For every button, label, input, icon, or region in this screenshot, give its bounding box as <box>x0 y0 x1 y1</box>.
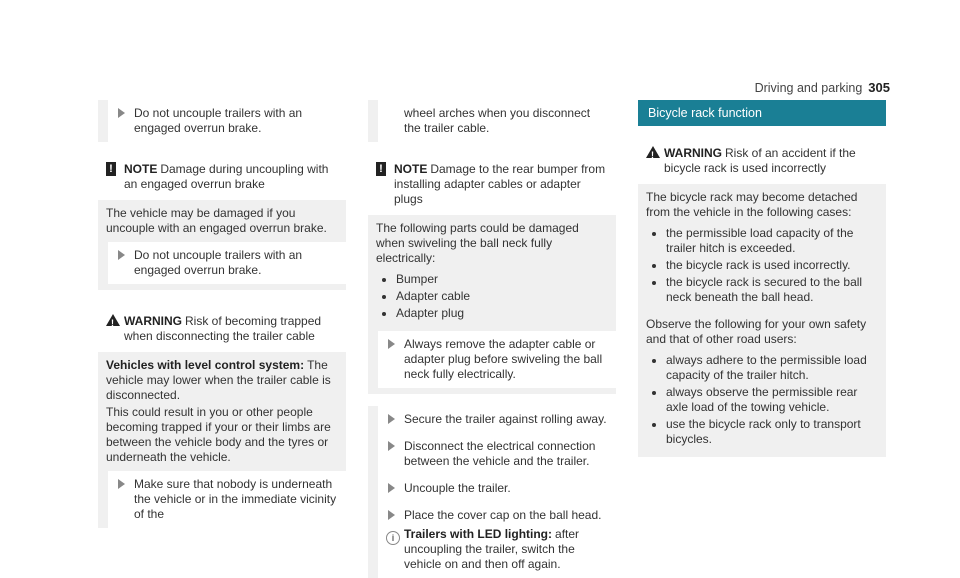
arrow-icon <box>388 414 395 424</box>
warning-header: ! WARNING Risk of an accident if the bicycle rack is used incorrectly <box>638 138 886 184</box>
warning-keyword: WARNING <box>664 146 722 160</box>
list-item: • Adapter plug <box>396 306 608 321</box>
instruction-step: Do not uncouple trailers with an engaged overrun brake. <box>108 100 346 142</box>
section-title: Driving and parking <box>754 81 863 95</box>
cases-list <box>638 226 886 311</box>
instruction-step: Always remove the adapter cable or adapter plug before swiveling the ball neck fully electrically. <box>378 331 616 388</box>
page-header <box>755 80 890 95</box>
warning-body: Vehicles with level control system: The vehicle may lower when the trailer cable is disconnected. <box>106 358 331 402</box>
column-3 <box>638 100 886 457</box>
warning-triangle-icon: ! <box>646 146 660 158</box>
column-1 <box>98 100 346 528</box>
note-body: The following parts could be damaged when swiveling the ball neck fully electrically: <box>376 221 579 265</box>
arrow-icon <box>388 510 395 520</box>
info-icon: i <box>386 531 400 545</box>
list-item: • the bicycle rack is used incorrectly. <box>666 258 878 273</box>
warning-box <box>638 138 886 457</box>
step-block <box>98 100 346 142</box>
note-box <box>98 154 346 290</box>
list-item: • the permissible load capacity of the trailer hitch is exceeded. <box>666 226 878 256</box>
column-2 <box>368 100 616 578</box>
warning-body-2: This could result in you or other people becoming trapped if your or their limbs are between the vehicle body and the tyres or underneath the vehicle. <box>106 405 331 464</box>
list-item: • use the bicycle rack only to transport bicycles. <box>666 417 878 447</box>
warning-box <box>98 306 346 528</box>
arrow-icon <box>388 339 395 349</box>
arrow-icon <box>118 479 125 489</box>
instruction-step: Uncouple the trailer. <box>368 475 616 502</box>
exclamation-icon: ! <box>106 162 116 176</box>
note-keyword: NOTE <box>124 162 158 176</box>
instruction-step: Disconnect the electrical connection between the vehicle and the trailer. <box>368 433 616 475</box>
warning-header: ! WARNING Risk of becoming trapped when disconnecting the trailer cable <box>98 306 346 352</box>
section-heading: Bicycle rack function <box>638 100 886 126</box>
step-continued: wheel arches when you disconnect the trailer cable. <box>368 100 616 142</box>
arrow-icon <box>118 250 125 260</box>
note-body: The vehicle may be damaged if you uncouple with an engaged overrun brake. <box>106 206 327 235</box>
note-header: ! NOTE Damage to the rear bumper from installing adapter cables or adapter plugs <box>368 154 616 215</box>
safety-list <box>638 353 886 457</box>
arrow-icon <box>118 108 125 118</box>
warning-triangle-icon: ! <box>106 314 120 326</box>
instruction-step: Secure the trailer against rolling away. <box>368 406 616 433</box>
parts-list <box>368 272 616 327</box>
list-item: • always adhere to the permissible load capacity of the trailer hitch. <box>666 353 878 383</box>
arrow-icon <box>388 441 395 451</box>
note-header: ! NOTE Damage during uncoupling with an engaged overrun brake <box>98 154 346 200</box>
page-number: 305 <box>868 80 890 95</box>
note-keyword: NOTE <box>394 162 428 176</box>
arrow-icon <box>388 483 395 493</box>
list-item: • Adapter cable <box>396 289 608 304</box>
instruction-step: Make sure that nobody is underneath the vehicle or in the immediate vicinity of the <box>108 471 346 528</box>
warning-body: The bicycle rack may become detached from the vehicle in the following cases: <box>646 190 858 219</box>
info-note: i Trailers with LED lighting: after uncoupling the trailer, switch the vehicle on and then off again. <box>368 525 616 578</box>
exclamation-icon: ! <box>376 162 386 176</box>
note-box <box>368 154 616 394</box>
list-item: • Bumper <box>396 272 608 287</box>
instruction-step: Place the cover cap on the ball head. <box>368 502 616 525</box>
list-item: • always observe the permissible rear axle load of the towing vehicle. <box>666 385 878 415</box>
instruction-step: Do not uncouple trailers with an engaged overrun brake. <box>108 242 346 284</box>
warning-keyword: WARNING <box>124 314 182 328</box>
warning-body-2: Observe the following for your own safety and that of other road users: <box>646 317 867 346</box>
list-item: • the bicycle rack is secured to the ball neck beneath the ball head. <box>666 275 878 305</box>
